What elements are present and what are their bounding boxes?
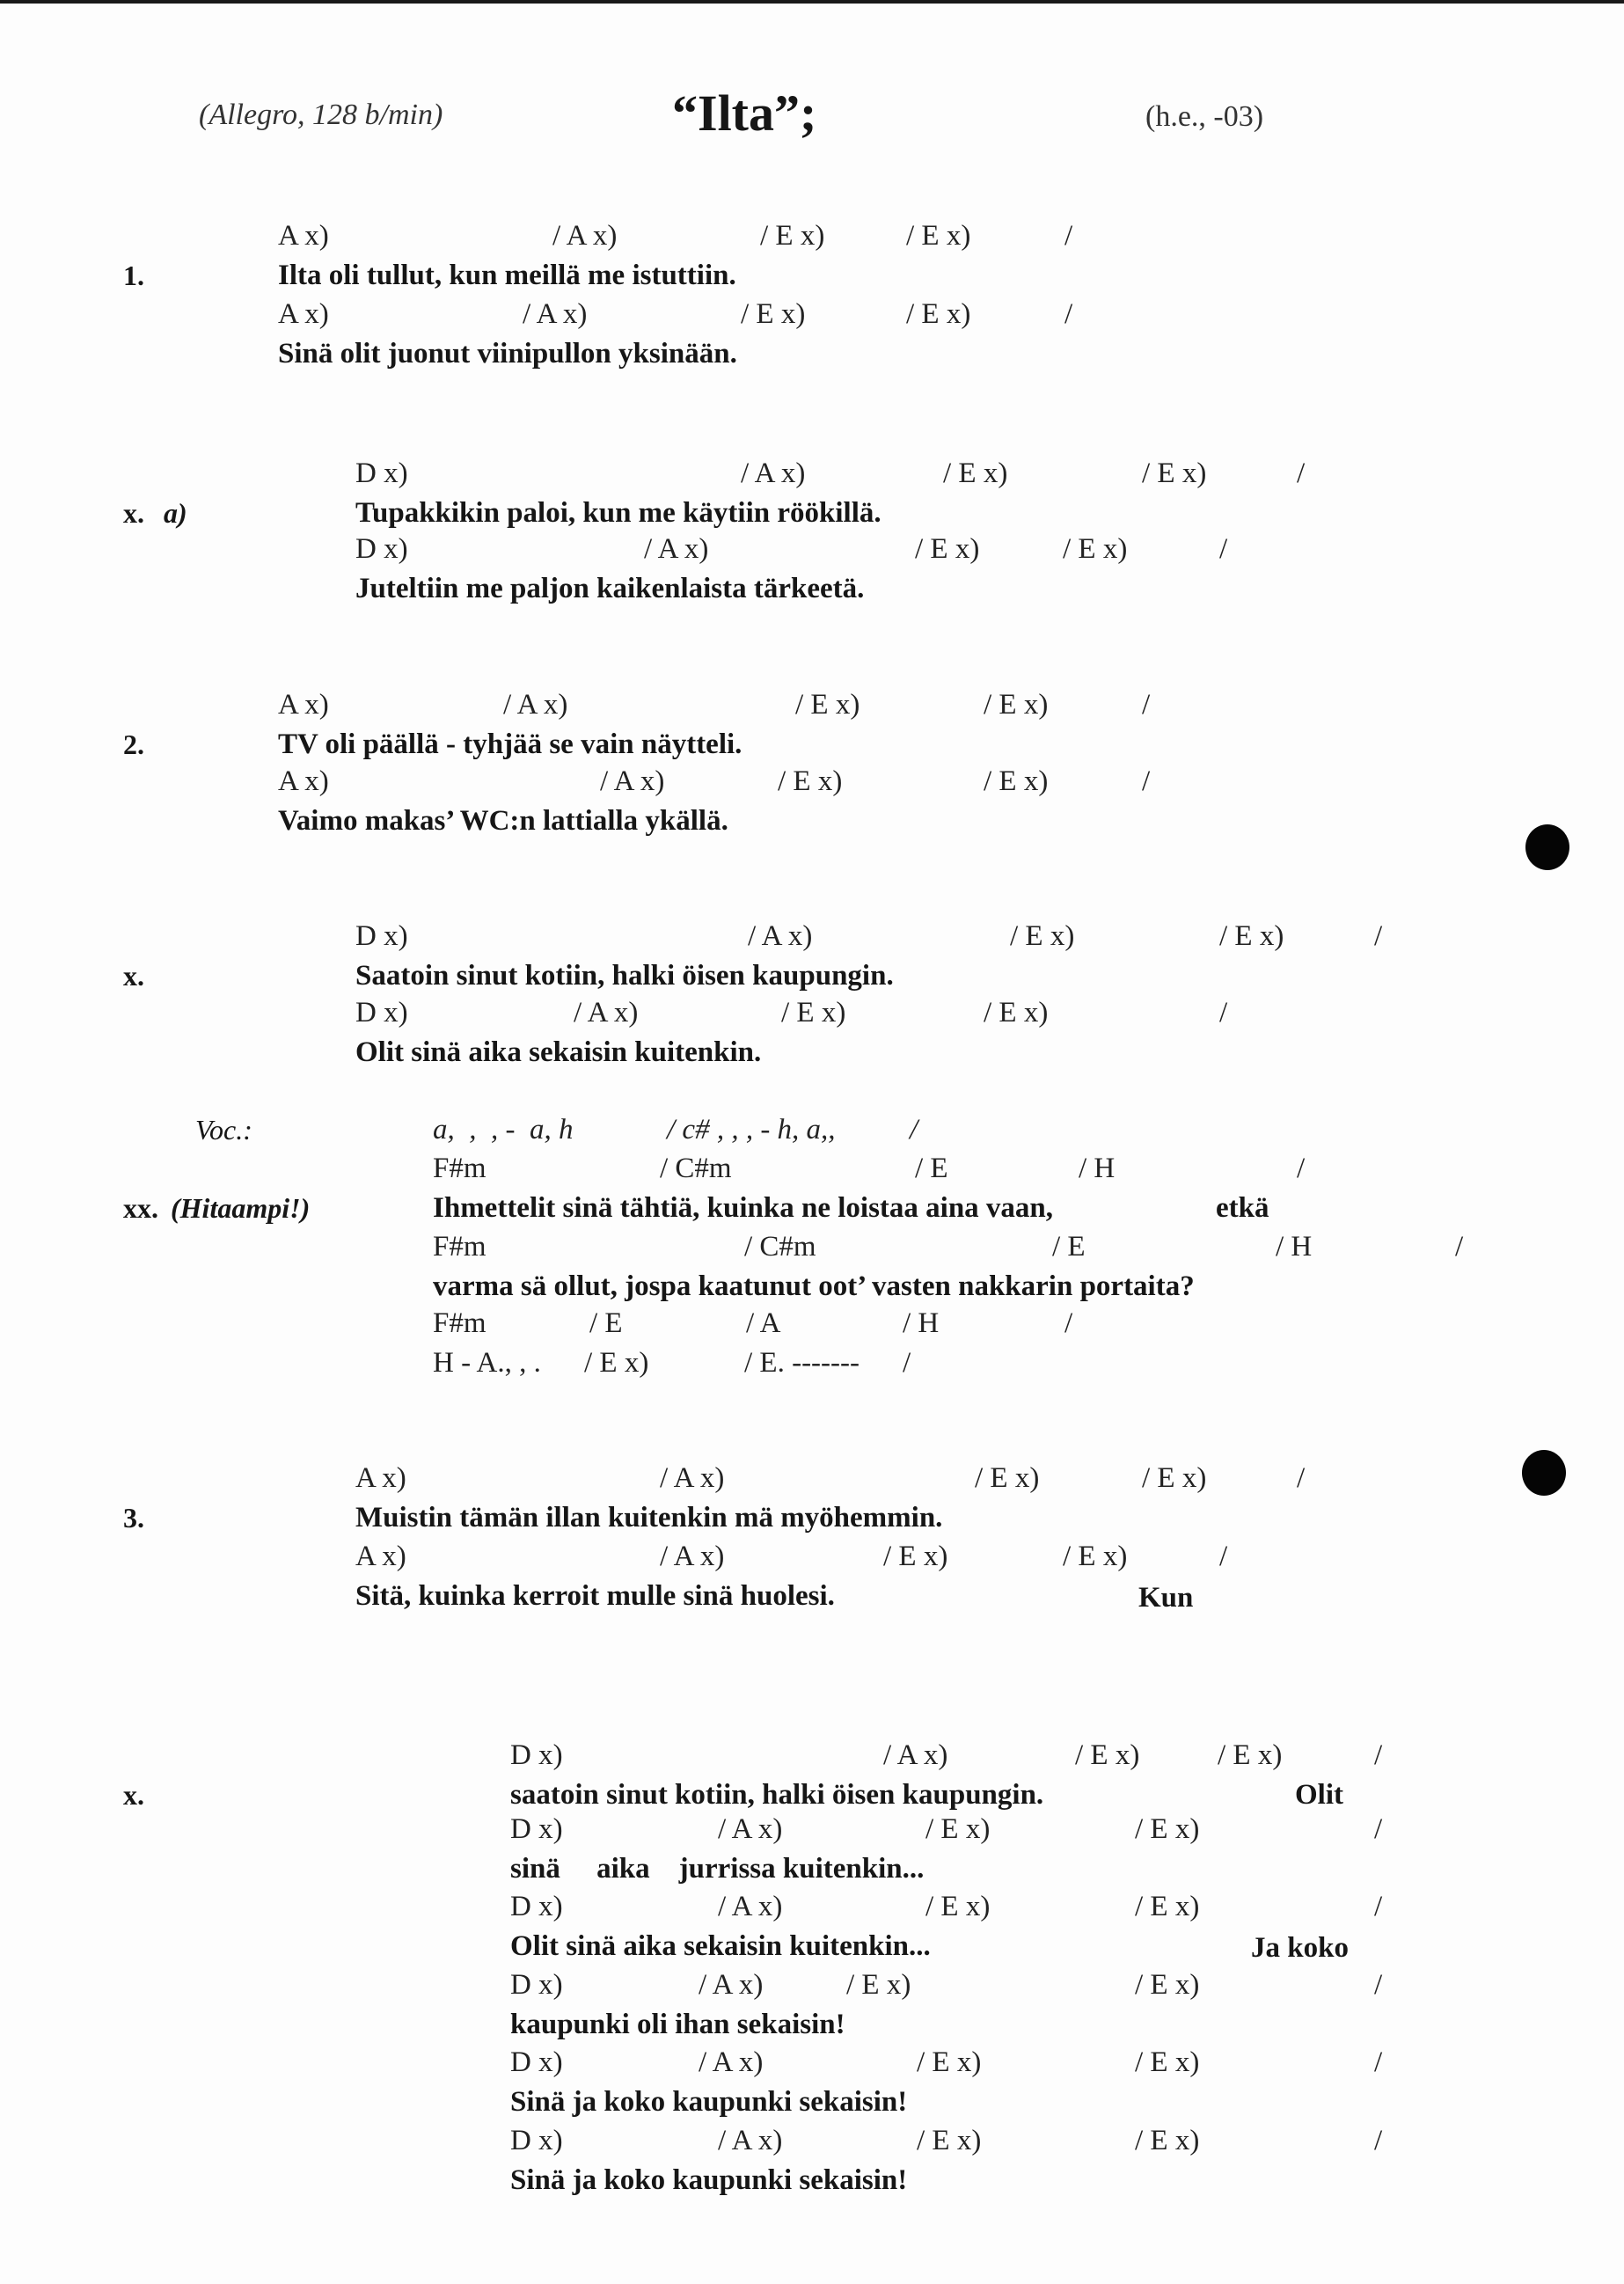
- lyric-line: Ilta oli tullut, kun meillä me istuttiin.: [278, 260, 736, 291]
- chord: / A x): [503, 689, 568, 721]
- chord: / E x): [917, 2046, 982, 2078]
- verse-label-2: 2.: [123, 728, 144, 760]
- chord: / E x): [1218, 1739, 1283, 1771]
- page-top-edge: [0, 0, 1624, 4]
- chord: /: [1374, 1739, 1383, 1771]
- chord: / E x): [795, 689, 860, 721]
- lyric-line: saatoin sinut kotiin, halki öisen kaupungin.: [510, 1779, 1044, 1811]
- chord: / A x): [523, 298, 588, 330]
- chord: / A x): [552, 220, 618, 252]
- chord: D x): [510, 1969, 563, 2001]
- chord: / H: [1276, 1231, 1313, 1263]
- chorus-label: x.: [123, 960, 144, 992]
- lyric-line: Olit sinä aika sekaisin kuitenkin...: [510, 1930, 931, 1962]
- lyric-line: Olit: [1295, 1779, 1343, 1811]
- chord: /: [1374, 1813, 1383, 1845]
- chord: / E x): [1135, 2125, 1200, 2156]
- chord: / A x): [644, 533, 709, 565]
- bridge-label: xx.: [123, 1192, 158, 1224]
- chord: / A x): [574, 997, 639, 1029]
- chord: / E x): [778, 765, 843, 797]
- chord: / E: [1052, 1231, 1086, 1263]
- chord: / E x): [1063, 533, 1128, 565]
- lyric-line: varma sä ollut, jospa kaatunut oot’ vasten nakkarin portaita?: [433, 1270, 1195, 1302]
- chord: /: [1374, 1969, 1383, 2001]
- chord: / H: [1079, 1153, 1116, 1184]
- chord: /: [1297, 1153, 1306, 1184]
- voc-notes: a, , , - a, h: [433, 1114, 574, 1146]
- chord: / E x): [1075, 1739, 1140, 1771]
- chord: /: [1374, 920, 1383, 952]
- chord: / A x): [741, 458, 806, 489]
- chord: D x): [510, 2125, 563, 2156]
- chord: / A: [746, 1307, 781, 1339]
- chord: / A x): [718, 2125, 783, 2156]
- chord: / E x): [741, 298, 806, 330]
- chord: / E x): [943, 458, 1008, 489]
- chord: A x): [278, 689, 329, 721]
- chord: / E x): [1219, 920, 1284, 952]
- chord: D x): [510, 2046, 563, 2078]
- chord: / E x): [584, 1347, 649, 1379]
- chord: / E x): [1135, 1969, 1200, 2001]
- lyric-line: Vaimo makas’ WC:n lattialla ykällä.: [278, 805, 728, 837]
- chord: / E x): [906, 298, 971, 330]
- chord: / E x): [1063, 1541, 1128, 1572]
- chord: / C#m: [744, 1231, 816, 1263]
- lyric-line: sinä aika jurrissa kuitenkin...: [510, 1853, 925, 1885]
- chord: /: [1297, 1462, 1306, 1494]
- chord: / H: [903, 1307, 940, 1339]
- chord: / A x): [748, 920, 813, 952]
- lyric-line: etkä: [1216, 1192, 1269, 1224]
- chord: D x): [355, 458, 408, 489]
- chord: / E x): [975, 1462, 1040, 1494]
- lyric-line: Sitä, kuinka kerroit mulle sinä huolesi.: [355, 1580, 835, 1612]
- chord: A x): [278, 220, 329, 252]
- chord: / E x): [1142, 1462, 1207, 1494]
- chord: D x): [355, 997, 408, 1029]
- chord: F#m: [433, 1153, 486, 1184]
- lyric-line: Muistin tämän illan kuitenkin mä myöhemmin.: [355, 1502, 943, 1534]
- lyric-line: TV oli päällä - tyhjää se vain näytteli.: [278, 728, 743, 760]
- chord: /: [903, 1347, 911, 1379]
- punch-hole: [1525, 824, 1569, 870]
- chord: / A x): [699, 2046, 764, 2078]
- chord: / E x): [1135, 1813, 1200, 1845]
- tempo-marking: (Allegro, 128 b/min): [199, 99, 443, 131]
- lyric-line: Ihmettelit sinä tähtiä, kuinka ne loistaa aina vaan,: [433, 1192, 1054, 1224]
- voc-notes: / c# , , , - h, a,,: [667, 1114, 836, 1146]
- chord: /: [1219, 997, 1228, 1029]
- chord: / E x): [846, 1969, 911, 2001]
- lyric-line: Sinä ja koko kaupunki sekaisin!: [510, 2086, 908, 2118]
- chord: / E x): [1135, 2046, 1200, 2078]
- chord: / E x): [984, 689, 1049, 721]
- chord: / A x): [660, 1541, 725, 1572]
- chord: /: [1374, 2125, 1383, 2156]
- chord: D x): [510, 1813, 563, 1845]
- chord: / E x): [984, 997, 1049, 1029]
- chord: / E. -------: [744, 1347, 860, 1379]
- lyric-line: Tupakkikin paloi, kun me käytiin röökillä.: [355, 497, 881, 529]
- chord: / E x): [925, 1891, 991, 1922]
- chord: / E x): [917, 2125, 982, 2156]
- lyric-line: kaupunki oli ihan sekaisin!: [510, 2009, 845, 2040]
- chord: /: [1374, 2046, 1383, 2078]
- chord: /: [1219, 1541, 1228, 1572]
- chord: D x): [510, 1891, 563, 1922]
- chord: /: [1064, 298, 1073, 330]
- author-date: (h.e., -03): [1145, 100, 1264, 133]
- chord: / A x): [699, 1969, 764, 2001]
- chord: /: [1142, 765, 1151, 797]
- voc-label: Voc.:: [195, 1114, 252, 1146]
- chord: / E x): [1142, 458, 1207, 489]
- chord: / E: [589, 1307, 623, 1339]
- chord: H - A., , .: [433, 1347, 541, 1379]
- chorus-label: x.: [123, 497, 144, 529]
- lyric-line: Sinä ja koko kaupunki sekaisin!: [510, 2164, 908, 2196]
- chord: D x): [355, 920, 408, 952]
- lyric-line: Kun: [1138, 1582, 1194, 1614]
- chord: / E x): [760, 220, 825, 252]
- chord: / A x): [660, 1462, 725, 1494]
- chord: / A x): [883, 1739, 948, 1771]
- lyric-line: Saatoin sinut kotiin, halki öisen kaupungin.: [355, 960, 894, 992]
- song-title: “Ilta”;: [672, 84, 817, 142]
- chord: A x): [278, 298, 329, 330]
- chord: / E: [915, 1153, 948, 1184]
- chord: A x): [278, 765, 329, 797]
- chord: / C#m: [660, 1153, 732, 1184]
- chord: / E x): [781, 997, 846, 1029]
- chord: F#m: [433, 1231, 486, 1263]
- chord: / E x): [906, 220, 971, 252]
- verse-label-3: 3.: [123, 1502, 144, 1534]
- chord: /: [1064, 1307, 1073, 1339]
- chord: / E x): [1010, 920, 1075, 952]
- chord: /: [1064, 220, 1073, 252]
- chord: F#m: [433, 1307, 486, 1339]
- bridge-sublabel: (Hitaampi!): [171, 1192, 311, 1224]
- lyric-line: Olit sinä aika sekaisin kuitenkin.: [355, 1036, 762, 1068]
- voc-notes: /: [910, 1114, 918, 1146]
- chord: /: [1142, 689, 1151, 721]
- verse-label-1: 1.: [123, 260, 144, 291]
- chord: / E x): [915, 533, 980, 565]
- chorus-label: x.: [123, 1779, 144, 1811]
- chord: / E x): [925, 1813, 991, 1845]
- chord: A x): [355, 1541, 406, 1572]
- chord: / A x): [718, 1813, 783, 1845]
- lyric-line: Ja koko: [1251, 1932, 1349, 1964]
- chord: / A x): [718, 1891, 783, 1922]
- chorus-sublabel: a): [164, 497, 187, 529]
- chord: /: [1455, 1231, 1464, 1263]
- chord: /: [1374, 1891, 1383, 1922]
- punch-hole: [1522, 1450, 1566, 1496]
- lyric-line: Sinä olit juonut viinipullon yksinään.: [278, 338, 737, 370]
- chord: A x): [355, 1462, 406, 1494]
- lyric-line: Juteltiin me paljon kaikenlaista tärkeetä.: [355, 573, 865, 604]
- chord: /: [1219, 533, 1228, 565]
- chord: D x): [510, 1739, 563, 1771]
- chord: / E x): [984, 765, 1049, 797]
- chord: D x): [355, 533, 408, 565]
- chord: / E x): [1135, 1891, 1200, 1922]
- chord: /: [1297, 458, 1306, 489]
- chord: / E x): [883, 1541, 948, 1572]
- chord: / A x): [600, 765, 665, 797]
